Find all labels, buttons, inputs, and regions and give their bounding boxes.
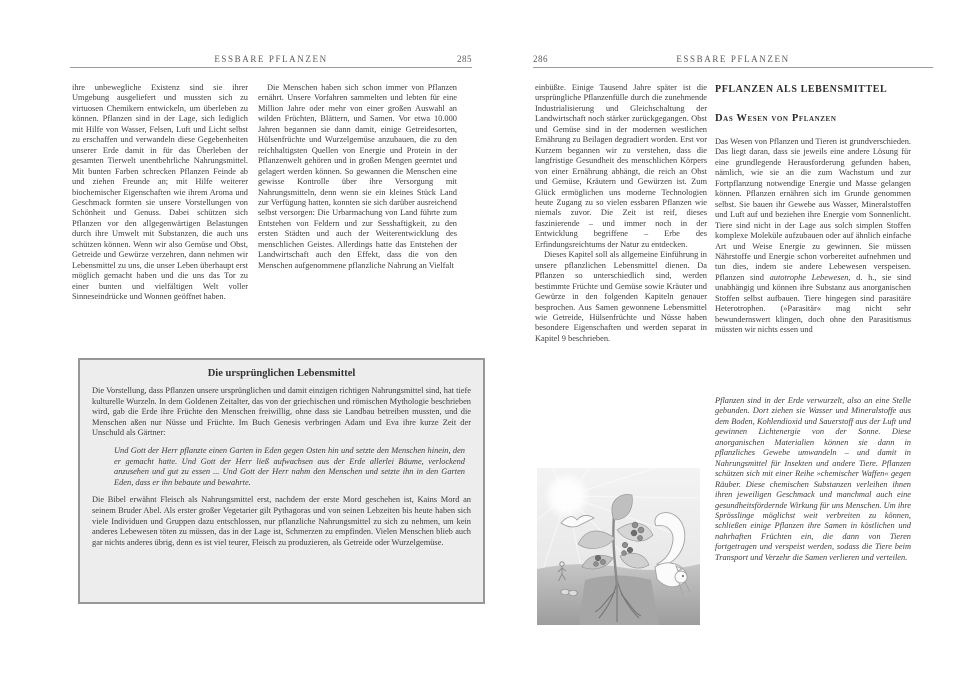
- section-heading: PFLANZEN ALS LEBENSMITTEL: [715, 84, 888, 95]
- left-column-1: [72, 83, 248, 303]
- left-column-1-paragraph: ihre unbewegliche Existenz sind sie ihrer Umgebung ausgeliefert und mussten sich zu virtuosen Chemikern entwickeln, um überleben zu können. Pflanzen sind in der Lage, sich lediglich mit Hilfe von Wasser, Felsen, Luft und Licht selbst zu erschaffen und verwandeln diese Gegebenheiten unserer Erde damit in für das Überleben der gesamten Tierwelt unentbehrliche Nahrungsmittel. Mit bunten Farben schrecken Pflanzen Feinde ab und ziehen Freunde an; mit Hilfe weiterer biochemischer Eigenschaften wie ihrem Aroma und Geschmack formten sie unsere Vorstellungen von Schönheit und Genuss. Dabei schützen sich Pflanzen vor den allgegenwärtigen Belastungen durch ihre Umwelt mit Substanzen, die auch uns schützen können. Wenn wir also Gemüse und Obst, Getreide und Gewürze verzehren, dann nehmen wir Lebensmittel zu uns, die unser Leben überhaupt erst möglich gemacht haben und die uns das Tor zu einer bunten und vielfältigen Welt voller Sinneseindrücke und Wonnen geöffnet haben.: [72, 83, 248, 302]
- subsection-heading: Das Wesen von Pflanzen: [715, 113, 837, 124]
- root-mound: [579, 576, 659, 626]
- left-running-head-title: ESSBARE PFLANZEN: [214, 54, 328, 64]
- right-column-1: [535, 83, 707, 344]
- right-column-1-paragraph-2: Dieses Kapitel soll als allgemeine Einführung in unsere pflanzlichen Lebensmittel dienen. Da Pflanzen so unterschiedlich sind, werden bestimmte Früchte und Gemüse sowie Kräuter und Gewürze in den folgenden Kapiteln genauer besprochen. Aus Samen gewonnene Lebensmittel wie Getreide, Hülsenfrüchte und Nüsse haben besondere Eigenschaften und werden separat in Kapitel 9 beschrieben.: [535, 250, 707, 343]
- sidebar-box-original-foods: [78, 358, 485, 604]
- right-page-number: 286: [533, 54, 548, 64]
- box-bible-quote: Und Gott der Herr pflanzte einen Garten in Eden gegen Osten hin und setzte den Menschen hinein, den er gemacht hatte. Und Gott der Herr ließ aufwachsen aus der Erde allerlei Bäume, verlockend anzusehen und gut zu essen ... Und Gott der Herr nahm den Menschen und setzte ihn in den Garten Eden, dass er ihn bebaute und bewahrte.: [114, 445, 465, 487]
- emphasis-autotrophe: autotrophe Lebewesen: [769, 272, 849, 282]
- right-column-2-paragraph: Das Wesen von Pflanzen und Tieren ist grundverschieden. Das liegt daran, dass sie jeweils eine andere Lösung für eine grundlegende Herausforderung gefunden haben, nämlich, wie sie an die zum Wachstum und zur Fortpflanzung notwendige Energie und Masse gelangen können. Pflanzen ernähren sich im Grunde genommen selbst. Sie bauen ihr Gewebe aus Wasser, Mineralstoffen und Luft auf und beziehen ihre Energie vom Sonnenlicht. Tiere sind nicht in der Lage aus solch simplen Stoffen komplexe Moleküle aufzubauen oder auf ähnlich einfache Art und Weise Energie zu gewinnen. Sie müssen Nährstoffe und Energie schon vorbereitet aufnehmen und tun dies, indem sie andere Lebewesen verspeisen. Pflanzen sind autotrophe Lebewesen, d. h., sie sind unabhängig und können ihre Substanz aus anorganischen Stoffen selbst aufbauen. Tiere hingegen sind parasitäre Heterotrophen. (»Parasitär« mag nicht sehr bewundernswert klingen, doch ohne den Parasitismus müssten wir nichts essen und: [715, 137, 912, 335]
- plant-illustration: [537, 468, 700, 625]
- figure-caption: Pflanzen sind in der Erde verwurzelt, also an eine Stelle gebunden. Dort ziehen sie Wasser und Mineralstoffe aus dem Boden, Kohlendioxid und Sauerstoff aus der Luft und gewinnen Lichtenergie von der Sonne. Diese anorganischen Materialien können sie dann in pflanzliches Gewebe umwandeln – und damit in Nahrungsmittel für Insekten und andere Tiere. Pflanzen schützen sich mit einer Reihe »chemischer Waffen« gegen Räuber. Diese chemischen Substanzen verleihen ihnen ihren jeweiligen Geschmack und manchmal auch eine gesundheitsfördernde Wirkung für uns Menschen. Um ihre Sprösslinge möglichst weit verbreiten zu können, schließen einige Pflanzen ihre Samen in köstlichen und nahrhaften Früchten ein, die dann von Tieren fortgetragen und verspeist werden, sodass die Tiere beim Transport und Verzehr die Samen verlieren und verteilen.: [715, 396, 911, 562]
- box-title: Die ursprünglichen Lebensmittel: [207, 368, 356, 379]
- box-paragraph-1: Die Vorstellung, dass Pflanzen unsere ursprünglichen und damit einzigen richtigen Nahrungsmittel sind, hat tiefe kulturelle Wurzeln. In dem Goldenen Zeitalter, das von der griechischen und römischen Mythologie beschrieben wird, gab die Erde ihre Früchte den Menschen freiwillig, ohne dass sie Landbau betreiben mussten, und die Menschen aßen nur Nüsse und Früchte. Im Buch Genesis verbringen Adam und Eva ihre kurze Zeit der Unschuld als Gärtner:: [92, 386, 471, 438]
- right-running-head-title: ESSBARE PFLANZEN: [676, 54, 790, 64]
- left-page-number: 285: [457, 54, 472, 64]
- right-column-1-paragraph-1: einbüßte. Einige Tausend Jahre später ist die ursprüngliche Pflanzenfülle durch die zunehmende Industrialisierung und Gleichschaltung der Landwirtschaft noch stärker zurückgegangen. Obst und Gemüse sind in der modernen westlichen Ernährung zu Beilagen degradiert worden. Erst vor Kurzem begannen wir zu verstehen, dass die langfristige Gesundheit des menschlichen Körpers von einer Ernährung abhängt, die reich an Obst und Gemüse, Kräutern und Gewürzen ist. Zum Glück ermöglichen uns moderne Technologien heute Zugang zu so vielen essbaren Pflanzen wie niemals zuvor. Die Zeit ist reif, dieses faszinierende – und immer noch in der Entwicklung begriffene – Erbe des Erfindungsreichtums der Natur zu entdecken.: [535, 83, 707, 249]
- right-column-2: [715, 137, 911, 336]
- box-paragraph-2: Die Bibel erwähnt Fleisch als Nahrungsmittel erst, nachdem der erste Mord geschehen ist, Kains Mord an seinem Bruder Abel. Als erster großer Vegetarier gilt Pythagoras und von seinen Lebzeiten bis heute haben sich viele Individuen und Gruppen dazu entschlossen, nur pflanzliche Nahrungsmittel zu sich zu nehmen, um kein anderes Lebewesen töten zu müssen, das in der Lage ist, Schmerzen zu empfinden. Vielen Menschen blieb auch gar nichts anderes übrig, denn es ist viel teurer, Fleisch zu produzieren, als Getreide oder Wurzelgemüse.: [92, 495, 471, 547]
- right-running-head: [533, 54, 933, 68]
- plant-illustration-svg: [537, 468, 700, 625]
- left-column-2: [258, 83, 457, 271]
- left-running-head: [70, 54, 472, 68]
- left-column-2-paragraph: Die Menschen haben sich schon immer von Pflanzen ernährt. Unsere Vorfahren sammelten und lebten für eine Million Jahre oder mehr von einer großen Auswahl an wilden Früchten, Blättern, und Samen. Vor etwa 10.000 Jahren begannen sie dann damit, einige Getreidesorten, Hülsenfrüchte und Wurzelgemüse anzubauen, die zu den reichhaltigsten Quellen von Energie und Protein in der Pflanzenwelt gehören und in großen Mengen geerntet und gelagert werden können. So gewannen die Menschen eine gewisse Kontrolle über ihre Versorgung mit Nahrungsmitteln, denn wenn sie ein kleines Stück Land zur Verfügung hatten, konnten sie sich darüber ausreichend selbst versorgen: Die Urbarmachung von Land führte zum Entstehen von Feldern und zur Sesshaftigkeit, zu den ersten Städten und auch der Weiterentwicklung des menschlichen Geistes. Allerdings hatte das Entstehen der Landwirtschaft auch den Effekt, dass die von den Menschen aufgenommene pflanzliche Nahrung an Vielfalt: [258, 83, 457, 270]
